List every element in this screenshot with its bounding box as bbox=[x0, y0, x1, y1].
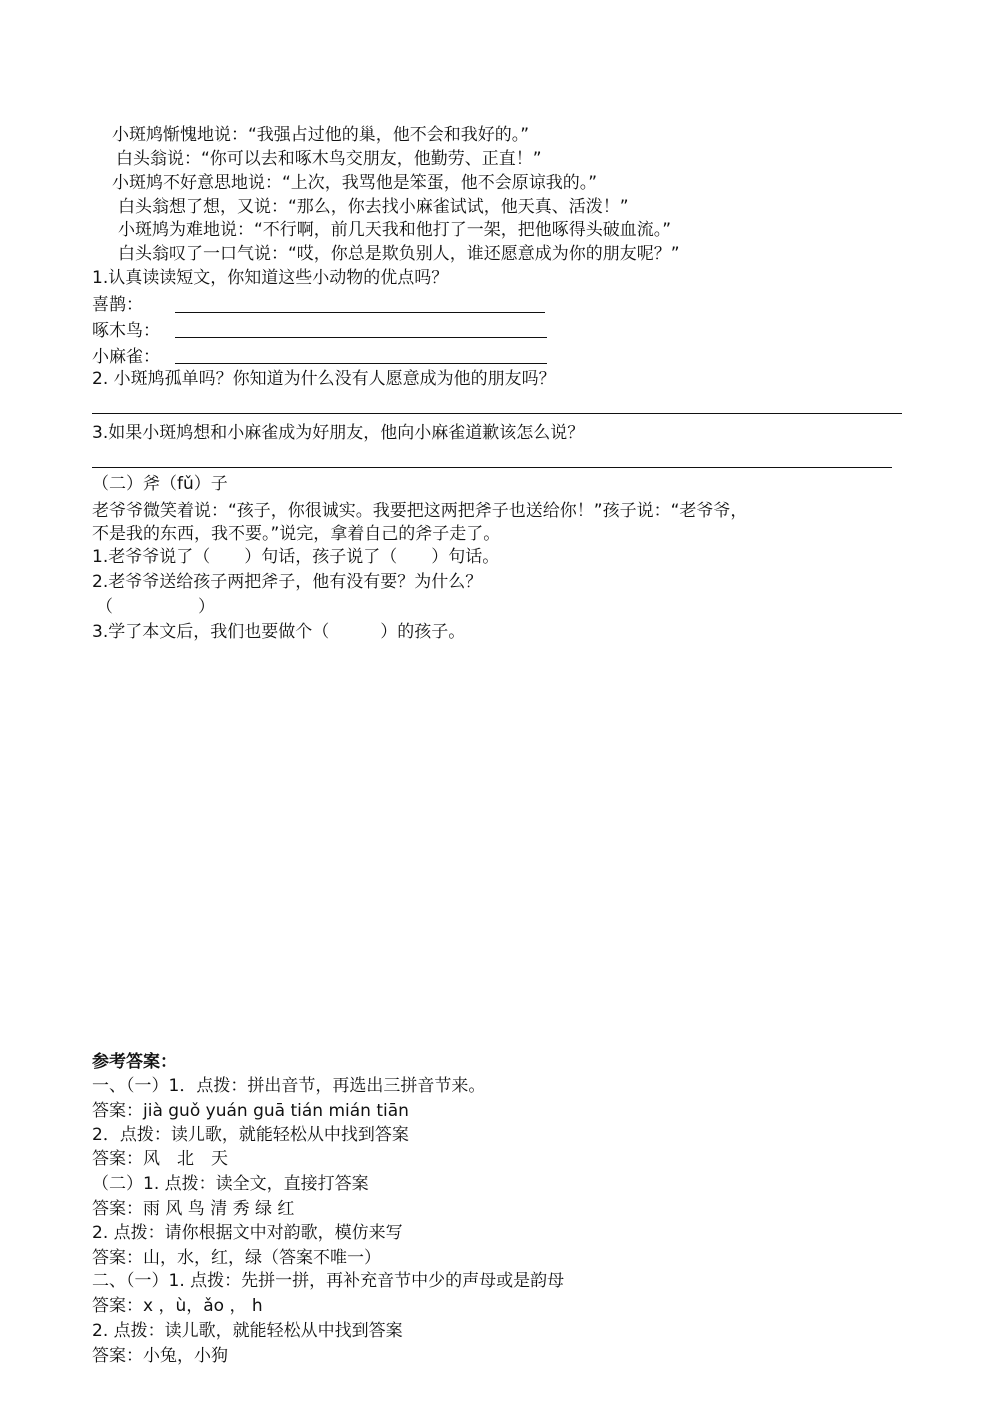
story-line: 白头翁想了想，又说：“那么，你去找小麻雀试试，他天真、活泼！” bbox=[118, 197, 629, 217]
story-line: 小斑鸠惭愧地说：“我强占过他的巢，他不会和我好的。” bbox=[112, 125, 530, 145]
answer-blank-magpie[interactable] bbox=[175, 312, 545, 313]
answer-line: 一、（一）1．点拨：拼出音节，再选出三拼音节来。 bbox=[92, 1076, 486, 1096]
section-2-passage-line: 老爷爷微笑着说：“孩子，你很诚实。我要把这两把斧子也送给你！”孩子说：“老爷爷， bbox=[92, 501, 748, 521]
answer-line: 2. 点拨：请你根据文中对韵歌，模仿来写 bbox=[92, 1223, 403, 1243]
section-2-passage-line: 不是我的东西，我不要。”说完，拿着自己的斧子走了。 bbox=[92, 524, 501, 544]
answer-label-woodpecker: 啄木鸟： bbox=[92, 321, 160, 341]
answer-label-sparrow: 小麻雀： bbox=[92, 347, 160, 367]
answer-line: 答案：雨 风 鸟 清 秀 绿 红 bbox=[92, 1199, 295, 1219]
section-2-question-3: 3.学了本文后，我们也要做个（ ）的孩子。 bbox=[92, 622, 466, 642]
question-1: 1.认真读读短文，你知道这些小动物的优点吗？ bbox=[92, 268, 449, 288]
answer-line: 答案：小兔，小狗 bbox=[92, 1346, 228, 1366]
story-line: 小斑鸠为难地说：“不行啊，前几天我和他打了一架，把他啄得头破血流。” bbox=[118, 220, 672, 240]
section-2-question-2: 2.老爷爷送给孩子两把斧子，他有没有要？为什么？ bbox=[92, 572, 483, 592]
answer-line-q3[interactable] bbox=[92, 467, 892, 468]
answer-line: （二）1. 点拨：读全文，直接打答案 bbox=[92, 1174, 369, 1194]
answer-line: 2．点拨：读儿歌，就能轻松从中找到答案 bbox=[92, 1125, 409, 1145]
answer-blank-sparrow[interactable] bbox=[175, 363, 547, 364]
story-line: 白头翁说：“你可以去和啄木鸟交朋友，他勤劳、正直！” bbox=[116, 149, 542, 169]
question-3: 3.如果小斑鸠想和小麻雀成为好朋友，他向小麻雀道歉该怎么说？ bbox=[92, 423, 585, 443]
answer-line: 二、（一）1. 点拨：先拼一拼，再补充音节中少的声母或是韵母 bbox=[92, 1271, 565, 1291]
answer-line: 答案：x ，ù，ǎo ， h bbox=[92, 1296, 263, 1316]
section-2-question-2-blank[interactable]: （ ） bbox=[96, 597, 215, 617]
answer-blank-woodpecker[interactable] bbox=[175, 337, 547, 338]
section-2-question-1: 1.老爷爷说了（ ）句话，孩子说了（ ）句话。 bbox=[92, 547, 500, 567]
answer-line: 2. 点拨：读儿歌，就能轻松从中找到答案 bbox=[92, 1321, 403, 1341]
answer-label-magpie: 喜鹊： bbox=[92, 295, 143, 315]
story-line: 白头翁叹了一口气说：“哎，你总是欺负别人，谁还愿意成为你的朋友呢？” bbox=[118, 244, 680, 264]
answer-line: 答案：jià guǒ yuán guā tián mián tiān bbox=[92, 1101, 409, 1121]
answers-heading: 参考答案： bbox=[92, 1052, 177, 1072]
story-line: 小斑鸠不好意思地说：“上次，我骂他是笨蛋，他不会原谅我的。” bbox=[112, 173, 598, 193]
question-2: 2. 小斑鸠孤单吗？你知道为什么没有人愿意成为他的朋友吗？ bbox=[92, 369, 556, 389]
answer-line: 答案：山，水，红，绿（答案不唯一） bbox=[92, 1248, 381, 1268]
answer-line: 答案：风 北 天 bbox=[92, 1149, 228, 1169]
answer-line-q2[interactable] bbox=[92, 413, 902, 414]
section-2-title: （二）斧（fǔ）子 bbox=[92, 474, 228, 494]
